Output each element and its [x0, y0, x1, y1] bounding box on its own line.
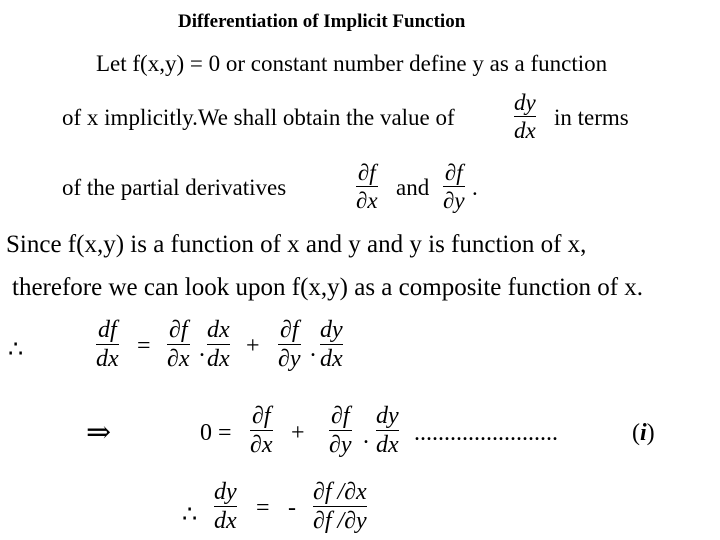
fraction-numerator: ∂f — [251, 403, 271, 429]
fraction-denominator: ∂x — [250, 432, 273, 459]
statement-line-1: Since f(x,y) is a function of x and y and y is function of x, — [6, 231, 587, 258]
dy-dx-fraction — [214, 480, 237, 533]
dy-dx-fraction — [376, 404, 399, 457]
fraction-numerator: df — [97, 317, 117, 343]
fraction-denominator: ∂y — [278, 346, 301, 373]
fraction-denominator: dx — [320, 346, 343, 373]
dot: . — [199, 336, 205, 362]
equals-sign: = — [137, 333, 151, 359]
fraction-numerator: dy — [214, 479, 237, 505]
partial-f-x-fraction — [167, 318, 190, 371]
partial-f-x-fraction — [250, 404, 273, 457]
equals-sign: = — [256, 495, 270, 521]
intro-line-2-tail: in terms — [554, 105, 629, 130]
fraction-denominator: ∂y — [329, 432, 352, 459]
fraction-denominator: dx — [376, 432, 399, 459]
fraction-numerator: ∂f — [330, 403, 350, 429]
intro-line-1: Let f(x,y) = 0 or constant number define y as a function — [96, 51, 608, 76]
fraction-denominator: dx — [514, 118, 536, 144]
dotted-leader: ........................ — [414, 420, 558, 446]
fraction-bar — [329, 430, 352, 431]
fraction-denominator: dx — [207, 346, 230, 373]
fraction-denominator: ∂x — [356, 188, 378, 214]
label-open-paren: ( — [632, 420, 640, 446]
df-dx-fraction — [96, 318, 119, 371]
and-word: and — [396, 175, 430, 200]
fraction-bar — [167, 344, 190, 345]
intro-line-3-text: of the partial derivatives — [62, 175, 287, 200]
dot: . — [310, 336, 316, 362]
intro-line-2-text: of x implicitly.We shall obtain the value of — [62, 105, 455, 130]
minus-sign: - — [288, 495, 296, 521]
implies-arrow: ⇒ — [86, 416, 112, 449]
plus-sign: + — [291, 420, 305, 446]
fraction-numerator: dy — [320, 317, 343, 343]
page-title: Differentiation of Implicit Function — [178, 11, 466, 32]
zero-equals: 0 = — [200, 420, 232, 446]
fraction-numerator: ∂f /∂x — [313, 479, 367, 505]
partial-f-x-fraction — [356, 161, 378, 212]
fraction-bar — [207, 344, 230, 345]
fraction-bar — [278, 344, 301, 345]
fraction-bar — [514, 116, 536, 117]
fraction-bar — [356, 186, 378, 187]
dot: . — [363, 423, 369, 449]
fraction-numerator: ∂f — [357, 160, 376, 185]
label-close-paren: ) — [646, 420, 655, 446]
fraction-denominator: dx — [96, 346, 119, 373]
fraction-bar — [250, 430, 273, 431]
fraction-numerator: ∂f — [279, 317, 299, 343]
fraction-bar — [96, 344, 119, 345]
statement-line-2: therefore we can look upon f(x,y) as a composite function of x. — [12, 274, 644, 301]
fraction-bar — [443, 186, 465, 187]
fraction-numerator: dy — [514, 90, 536, 115]
dy-dx-fraction — [514, 91, 536, 142]
fraction-bar — [320, 344, 343, 345]
partial-f-y-fraction — [443, 161, 465, 212]
therefore-symbol: ∴ — [8, 337, 24, 363]
fraction-denominator: ∂y — [443, 188, 465, 214]
partial-ratio-fraction — [313, 480, 367, 533]
plus-sign: + — [246, 333, 260, 359]
fraction-bar — [214, 506, 237, 507]
period: . — [472, 175, 478, 200]
fraction-denominator: dx — [214, 508, 237, 535]
fraction-bar — [313, 506, 367, 507]
fraction-bar — [376, 430, 399, 431]
label-i: i — [640, 420, 647, 446]
fraction-denominator: ∂f /∂y — [313, 508, 367, 535]
equation-label — [632, 421, 655, 445]
fraction-numerator: dx — [207, 317, 230, 343]
therefore-symbol: ∴ — [182, 502, 198, 528]
fraction-denominator: ∂x — [167, 346, 190, 373]
dy-dx-fraction — [320, 318, 343, 371]
fraction-numerator: ∂f — [444, 160, 463, 185]
partial-f-y-fraction — [278, 318, 301, 371]
dx-dx-fraction — [207, 318, 230, 371]
partial-f-y-fraction — [329, 404, 352, 457]
fraction-numerator: dy — [376, 403, 399, 429]
fraction-numerator: ∂f — [168, 317, 188, 343]
